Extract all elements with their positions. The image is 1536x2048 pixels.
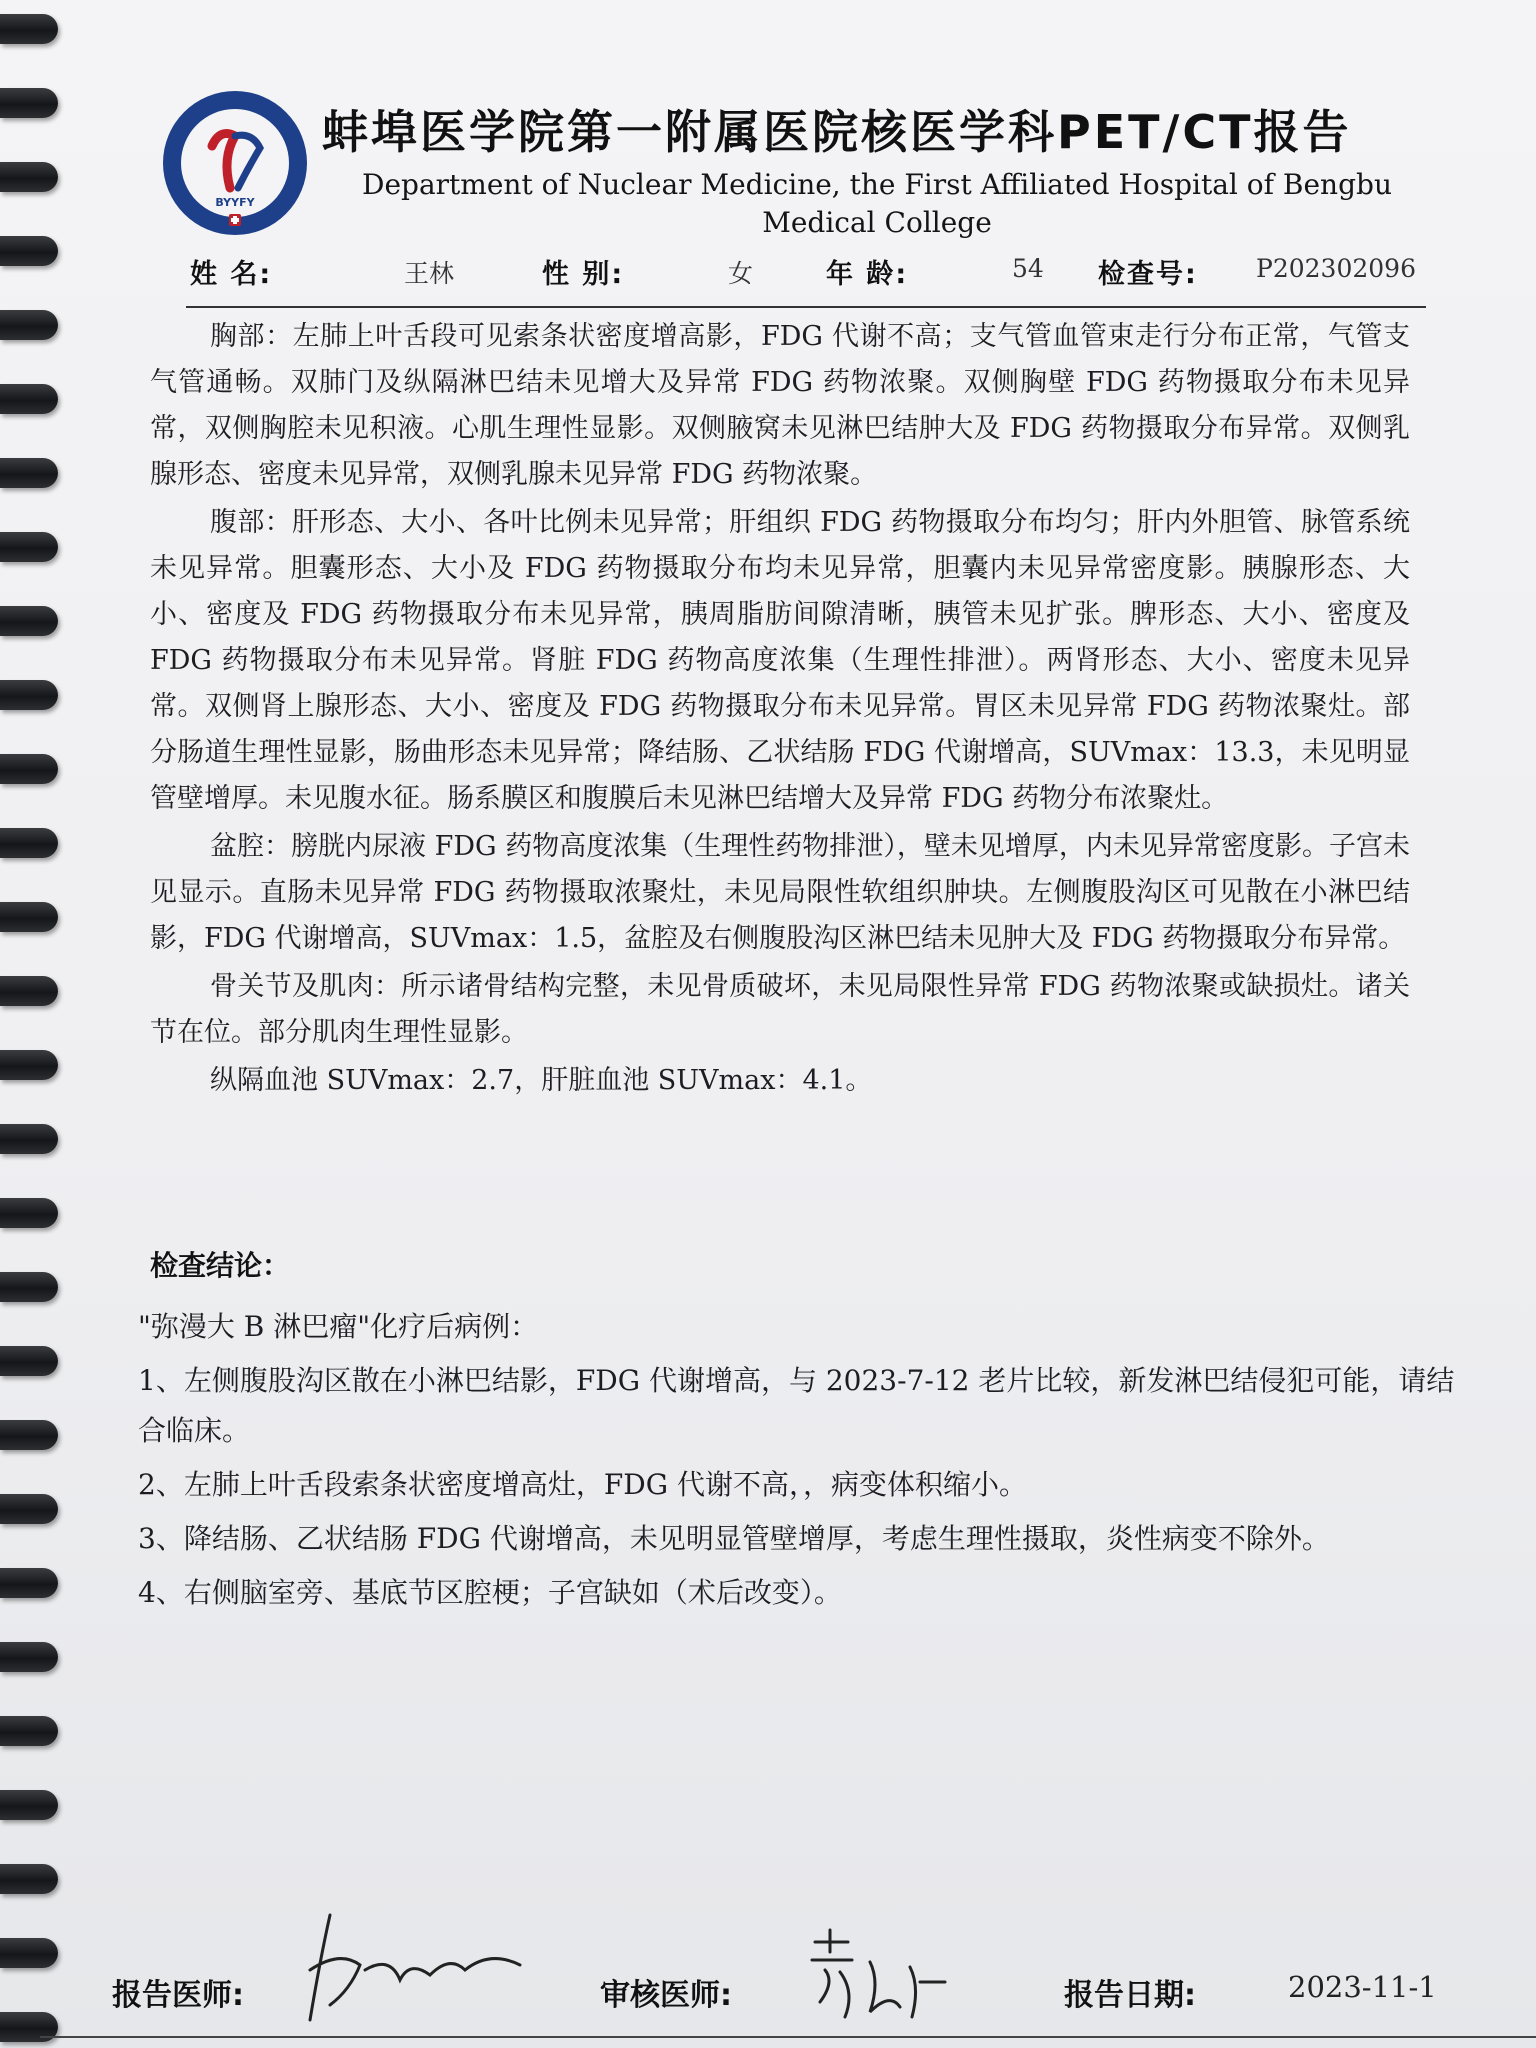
sex-label: 性 别: bbox=[542, 259, 625, 290]
report-doctor-label: 报告医师: bbox=[112, 1978, 244, 2013]
binding-coil bbox=[0, 754, 58, 784]
patient-sex: 女 bbox=[728, 259, 754, 288]
report-doctor-signature bbox=[290, 1910, 560, 2030]
binding-coil bbox=[0, 976, 58, 1006]
binding-coil bbox=[0, 1124, 58, 1154]
exam-number: P202302096 bbox=[1256, 254, 1416, 283]
conclusion-item: 1、左侧腹股沟区散在小淋巴结影，FDG 代谢增高，与 2023-7-12 老片比较，新发淋巴结侵犯可能，请结合临床。 bbox=[138, 1364, 1455, 1447]
conclusion-title: 检查结论： bbox=[150, 1249, 291, 1282]
binding-coil bbox=[0, 458, 58, 488]
hospital-logo-icon bbox=[160, 88, 310, 238]
svg-text:BYYFY: BYYFY bbox=[215, 196, 255, 209]
binding-coil bbox=[0, 1716, 58, 1746]
binding-coil bbox=[0, 1568, 58, 1598]
header-divider bbox=[186, 306, 1426, 308]
report-title: 蚌埠医学院第一附属医院核医学科PET/CT报告 bbox=[322, 105, 1352, 159]
findings-section bbox=[150, 314, 1410, 1106]
binding-coil bbox=[0, 902, 58, 932]
finding-bone-muscle: 骨关节及肌肉：所示诸骨结构完整，未见骨质破坏，未见局限性异常 FDG 药物浓聚或缺损灶。诸关节在位。部分肌肉生理性显影。 bbox=[150, 971, 1410, 1048]
patient-name: 王林 bbox=[404, 259, 455, 288]
binding-coil bbox=[0, 236, 58, 266]
conclusion-item: 2、左肺上叶舌段索条状密度增高灶，FDG 代谢不高，，病变体积缩小。 bbox=[138, 1468, 1027, 1501]
review-doctor-label: 审核医师: bbox=[600, 1978, 732, 2013]
exam-no-label: 检查号: bbox=[1098, 259, 1198, 290]
age-label: 年 龄: bbox=[826, 259, 909, 290]
binding-coil bbox=[0, 1272, 58, 1302]
report-footer bbox=[0, 1940, 1536, 2040]
binding-coil bbox=[0, 384, 58, 414]
conclusion-intro: "弥漫大 B 淋巴瘤"化疗后病例： bbox=[138, 1310, 539, 1343]
review-doctor-signature bbox=[800, 1922, 970, 2032]
report-subtitle: Department of Nuclear Medicine, the First Affiliated Hospital of Bengbu Medical College bbox=[362, 168, 1392, 239]
binding-coil bbox=[0, 680, 58, 710]
report-date-label: 报告日期: bbox=[1064, 1978, 1196, 2013]
binding-coil bbox=[0, 1494, 58, 1524]
binding-coil bbox=[0, 1346, 58, 1376]
report-date: 2023-11-1 bbox=[1288, 1970, 1437, 2004]
name-label: 姓 名: bbox=[190, 259, 273, 290]
binding-coil bbox=[0, 532, 58, 562]
conclusion-section bbox=[138, 1302, 1468, 1622]
conclusion-item: 3、降结肠、乙状结肠 FDG 代谢增高，未见明显管壁增厚，考虑生理性摄取，炎性病变不除外。 bbox=[138, 1522, 1330, 1555]
binding-coil bbox=[0, 162, 58, 192]
footer-divider bbox=[40, 2036, 1536, 2038]
spiral-binding bbox=[0, 0, 70, 2048]
binding-coil bbox=[0, 606, 58, 636]
conclusion-item: 4、右侧脑室旁、基底节区腔梗；子宫缺如（术后改变）。 bbox=[138, 1576, 842, 1609]
binding-coil bbox=[0, 1198, 58, 1228]
patient-age: 54 bbox=[1012, 254, 1044, 283]
finding-abdomen: 腹部：肝形态、大小、各叶比例未见异常；肝组织 FDG 药物摄取分布均匀；肝内外胆管、脉管系统未见异常。胆囊形态、大小及 FDG 药物摄取分布均未见异常，胆囊内未见异常密度影。胰腺形态、大小、密度及 FDG 药物摄取分布未见异常，胰周脂肪间隙清晰，胰管未见扩张。脾形态、大小、密度及 FDG 药物摄取分布未见异常。肾脏 FDG 药物高度浓集（生理性排泄）。两肾形态、大小、密度未见异常。双侧肾上腺形态、大小、密度及 FDG 药物摄取分布未见异常。胃区未见异常 FDG 药物浓聚灶。部分肠道生理性显影，肠曲形态未见异常；降结肠、乙状结肠 FDG 代谢增高，SUVmax：13.3，未见明显管壁增厚。未见腹水征。肠系膜区和腹膜后未见淋巴结增大及异常 FDG 药物分布浓聚灶。 bbox=[150, 507, 1410, 814]
binding-coil bbox=[0, 1050, 58, 1080]
patient-info bbox=[186, 250, 1426, 294]
finding-chest: 胸部：左肺上叶舌段可见索条状密度增高影，FDG 代谢不高；支气管血管束走行分布正常，气管支气管通畅。双肺门及纵隔淋巴结未见增大及异常 FDG 药物浓聚。双侧胸壁 FDG 药物摄取分布未见异常，双侧胸腔未见积液。心肌生理性显影。双侧腋窝未见淋巴结肿大及 FDG 药物摄取分布异常。双侧乳腺形态、密度未见异常，双侧乳腺未见异常 FDG 药物浓聚。 bbox=[150, 321, 1410, 490]
finding-blood-pool: 纵隔血池 SUVmax：2.7，肝脏血池 SUVmax：4.1。 bbox=[210, 1065, 873, 1096]
binding-coil bbox=[0, 1642, 58, 1672]
finding-pelvis: 盆腔：膀胱内尿液 FDG 药物高度浓集（生理性药物排泄），壁未见增厚，内未见异常密度影。子宫未见显示。直肠未见异常 FDG 药物摄取浓聚灶，未见局限性软组织肿块。左侧腹股沟区可见散在小淋巴结影，FDG 代谢增高，SUVmax：1.5，盆腔及右侧腹股沟区淋巴结未见肿大及 FDG 药物摄取分布异常。 bbox=[150, 831, 1410, 954]
binding-coil bbox=[0, 1790, 58, 1820]
binding-coil bbox=[0, 1420, 58, 1450]
binding-coil bbox=[0, 1864, 58, 1894]
binding-coil bbox=[0, 828, 58, 858]
binding-coil bbox=[0, 310, 58, 340]
binding-coil bbox=[0, 14, 58, 44]
binding-coil bbox=[0, 88, 58, 118]
